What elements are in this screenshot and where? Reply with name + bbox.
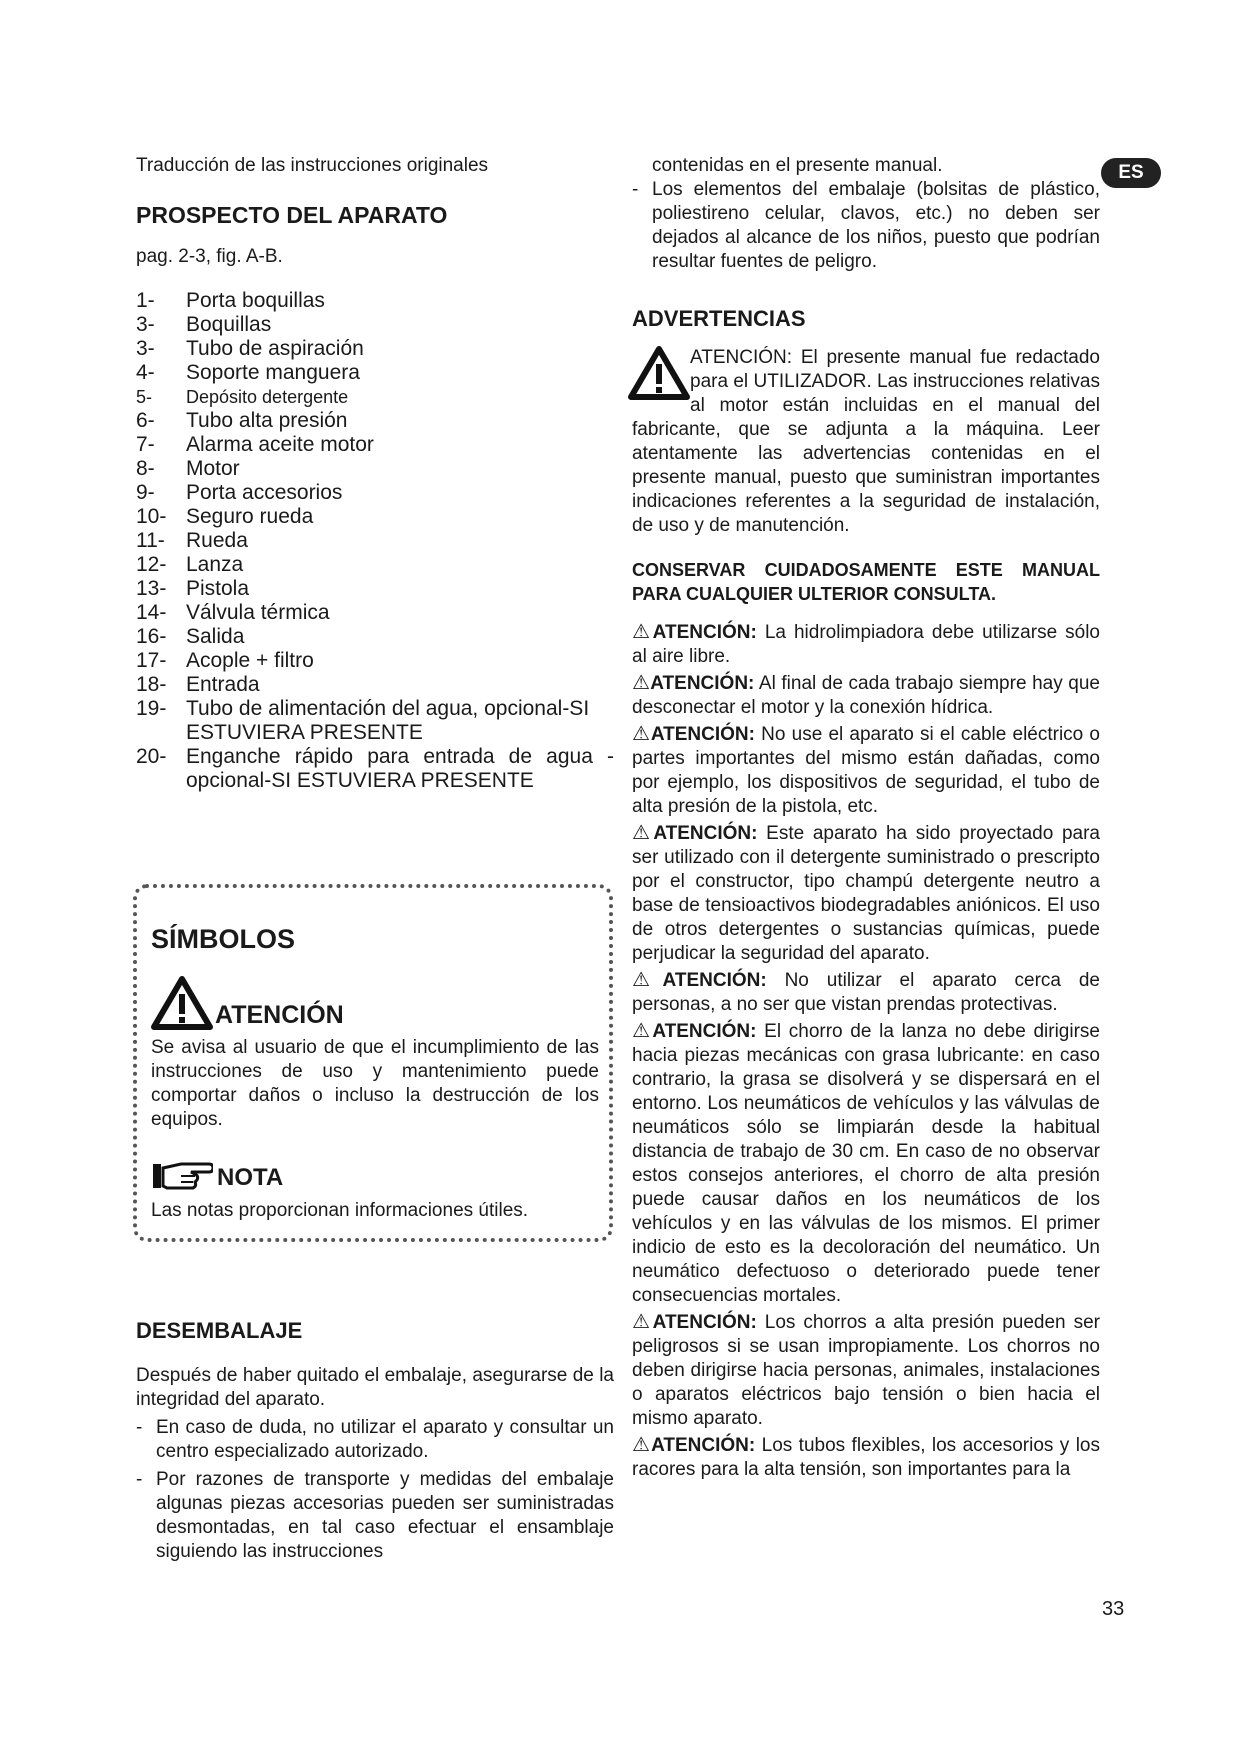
list-item: ⚠ATENCIÓN: Este aparato ha sido proyectado para ser utilizado con il detergente suministrado o prescripto por el constructor, tipo champú detergente neutro a base de tensioactivos biodegradables aniónicos. El uso de otros detergentes o sustancias químicas, puede perjudicar la seguridad del aparato.	[632, 822, 1100, 964]
warning-triangle-icon: ⚠	[632, 1020, 653, 1042]
pointing-hand-icon	[151, 1158, 213, 1192]
keep-manual-notice: CONSERVAR CUIDADOSAMENTE ESTE MANUAL PARA CUALQUIER ULTERIOR CONSULTA.	[632, 560, 1100, 604]
list-item: 18- Entrada	[136, 673, 260, 696]
warning-triangle-icon	[628, 346, 690, 400]
list-item: - Por razones de transporte y medidas del embalaje algunas piezas accesorias pueden ser suministradas desmontadas, en tal caso efectuar el ensamblaje siguiendo las instrucciones	[136, 1469, 614, 1562]
right-column	[632, 154, 1100, 1484]
warning-triangle-icon: ⚠	[632, 723, 651, 745]
warning-label: ATENCIÓN	[215, 1001, 344, 1029]
list-item: 17- Acople + filtro	[136, 649, 314, 672]
list-item: 7- Alarma aceite motor	[136, 433, 374, 456]
warning-symbol-row	[151, 976, 344, 1030]
symbols-box	[133, 884, 613, 1242]
unpacking-intro: Después de haber quitado el embalaje, asegurarse de la integridad del aparato.	[136, 1365, 614, 1410]
list-item: 9- Porta accesorios	[136, 481, 343, 504]
list-item: - Los elementos del embalaje (bolsitas de plástico, poliestireno celular, clavos, etc.) no deben ser dejados al alcance de los niños, puesto que podrían resultar fuentes de peligro.	[632, 179, 1100, 272]
list-item: 1- Porta boquillas	[136, 289, 325, 312]
list-item: - En caso de duda, no utilizar el aparato y consultar un centro especializado autorizado.	[136, 1417, 614, 1462]
continuation-text: contenidas en el presente manual.	[652, 155, 943, 176]
list-item: ⚠ATENCIÓN: Los chorros a alta presión pueden ser peligrosos si se usan impropiamente. Los chorros no deben dirigirse hacia personas, animales, instalaciones o aparatos eléctricos bajo tensión o bien hacia el mismo aparato.	[632, 1311, 1100, 1429]
list-item: ⚠ATENCIÓN: Al final de cada trabajo siempre hay que desconectar el motor y la conexión hídrica.	[632, 672, 1101, 718]
warning-triangle-icon: ⚠	[632, 969, 663, 991]
parts-list	[136, 289, 614, 793]
list-item: 3- Boquillas	[136, 313, 272, 336]
language-badge: ES	[1101, 158, 1161, 188]
list-item: 14- Válvula térmica	[136, 601, 330, 624]
warning-triangle-icon: ⚠	[632, 1434, 652, 1456]
list-item: 19- Tubo de alimentación del agua, opcional-SI ESTUVIERA PRESENTE	[136, 697, 590, 744]
page-reference: pag. 2-3, fig. A-B.	[136, 246, 283, 267]
warning-triangle-icon: ⚠	[632, 822, 654, 844]
list-item: 10- Seguro rueda	[136, 505, 314, 528]
translation-note: Traducción de las instrucciones originales	[136, 155, 489, 176]
list-item: 6- Tubo alta presión	[136, 409, 348, 432]
symbols-title: SÍMBOLOS	[151, 924, 296, 954]
warning-description: Se avisa al usuario de que el incumplimiento de las instrucciones de uso y mantenimiento puede comportar daños o incluso la destrucción de los equipos.	[151, 1037, 599, 1130]
unpacking-title: DESEMBALAJE	[136, 1318, 303, 1343]
list-item: 16- Salida	[136, 625, 245, 648]
list-item: ⚠ATENCIÓN: Los tubos flexibles, los accesorios y los racores para la alta tensión, son importantes para la	[632, 1434, 1100, 1480]
list-item: 12- Lanza	[136, 553, 244, 576]
left-column	[136, 154, 614, 793]
warning-triangle-icon: ⚠	[632, 1311, 653, 1333]
warning-triangle-icon: ⚠	[632, 672, 651, 694]
list-item: ⚠ATENCIÓN: No use el aparato si el cable eléctrico o partes importantes del mismo están dañadas, como por ejemplo, los dispositivos de seguridad, el tubo de alta presión de la pistola, etc.	[632, 723, 1100, 817]
list-item: 5- Depósito detergente	[136, 387, 349, 407]
warnings-intro-block	[632, 346, 1100, 538]
list-item: 8- Motor	[136, 457, 240, 480]
note-description: Las notas proporcionan informaciones útiles.	[151, 1200, 529, 1221]
note-symbol-row	[151, 1158, 283, 1192]
note-label: NOTA	[217, 1164, 284, 1191]
unpacking-section	[136, 1318, 614, 1564]
prospect-title: PROSPECTO DEL APARATO	[136, 202, 448, 228]
list-item: 3- Tubo de aspiración	[136, 337, 364, 360]
list-item: 20- Enganche rápido para entrada de agua -opcional-SI ESTUVIERA PRESENTE	[136, 745, 614, 792]
list-item: 13- Pistola	[136, 577, 250, 600]
warning-triangle-icon	[151, 976, 213, 1030]
warning-triangle-icon: ⚠	[632, 621, 653, 643]
warnings-intro: ATENCIÓN: El presente manual fue redactado para el UTILIZADOR. Las instrucciones relativas al motor están incluidas en el manual del fabricante, que se adjunta a la máquina. Leer atentamente las advertencias contenidas en el presente manual, puesto que suministran importantes indicaciones referentes a la seguridad de instalación, de uso y de manutención.	[632, 347, 1100, 536]
list-item: 4- Soporte manguera	[136, 361, 360, 384]
list-item: 11- Rueda	[136, 529, 248, 552]
list-item: ⚠ATENCIÓN: El chorro de la lanza no debe dirigirse hacia piezas mecánicas con grasa lubricante: en caso contrario, la grasa se disolverá y se dispersará en el entorno. Los neumáticos de vehículos y las válvulas de neumáticos sólo se limpiarán desde la habitual distancia de trabajo de 30 cm. En caso de no observar estos consejos anteriores, el chorro de alta presión puede causar daños en los neumáticos de los vehículos y en las válvulas de los mismos. El primer indicio de esto es la decoloración del neumático. Un neumático defectuoso o deteriorado puede tener consecuencias mortales.	[632, 1020, 1100, 1306]
page-number: 33	[1102, 1598, 1125, 1620]
list-item: ⚠ATENCIÓN: No utilizar el aparato cerca de personas, a no ser que vistan prendas protectivas.	[632, 969, 1101, 1015]
list-item: ⚠ATENCIÓN: La hidrolimpiadora debe utilizarse sólo al aire libre.	[632, 621, 1100, 667]
warnings-title: ADVERTENCIAS	[632, 306, 806, 331]
attention-list	[632, 620, 1100, 1482]
